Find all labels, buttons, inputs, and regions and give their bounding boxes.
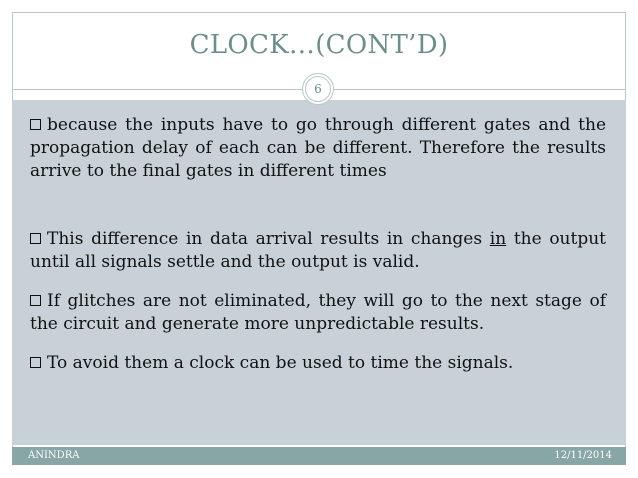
- square-bullet-icon: [30, 295, 41, 306]
- footer-author: ANINDRA: [28, 450, 80, 461]
- paragraph-underlined-word: in: [489, 229, 507, 249]
- paragraph-text-after: the output until all signals settle and the output is valid.: [30, 229, 607, 272]
- paragraph-text-before: This difference in data arrival results in changes: [47, 229, 490, 249]
- slide-number-badge: [302, 73, 334, 105]
- square-bullet-icon: [30, 119, 41, 130]
- slide-number: 6: [305, 76, 331, 102]
- footer-date: 12/11/2014: [554, 450, 612, 461]
- bullet-paragraph-1: [30, 114, 606, 183]
- bullet-paragraph-2: [30, 228, 606, 274]
- bullet-paragraph-3: [30, 290, 606, 336]
- paragraph-text: because the inputs have to go through different gates and the propagation delay of each can be different. Therefore the results arrive to the final gates in different times: [30, 115, 606, 181]
- content-panel: [12, 100, 626, 445]
- square-bullet-icon: [30, 233, 41, 244]
- bullet-paragraph-4: [30, 352, 606, 375]
- square-bullet-icon: [30, 357, 41, 368]
- paragraph-text: If glitches are not eliminated, they will go to the next stage of the circuit and generate more unpredictable results.: [30, 291, 606, 334]
- paragraph-text: To avoid them a clock can be used to time the signals.: [47, 353, 514, 373]
- slide-title: CLOCK…(CONT’D): [189, 30, 449, 60]
- footer-bar: [12, 447, 626, 465]
